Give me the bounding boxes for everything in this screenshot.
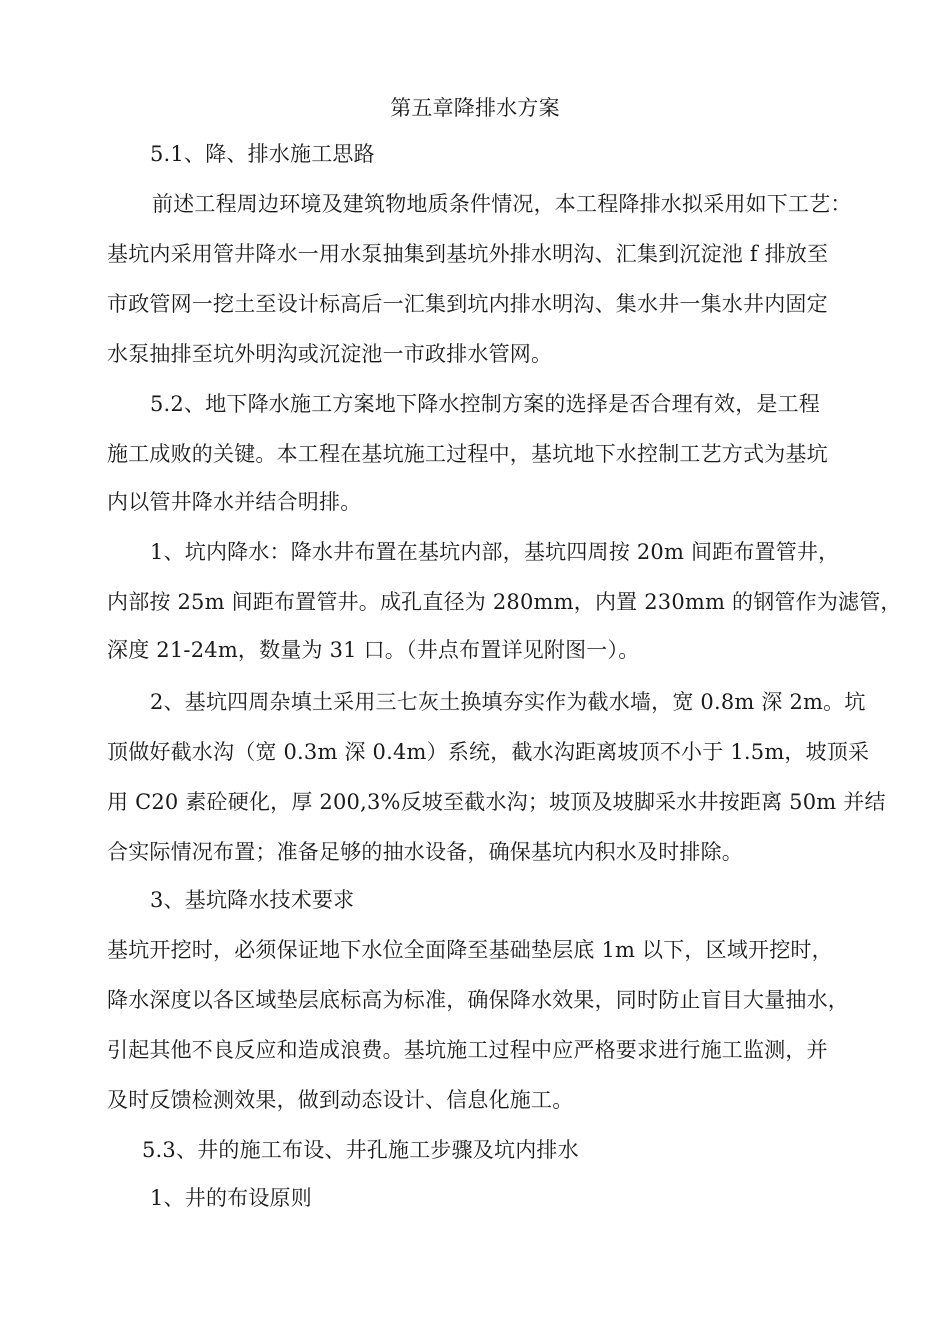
list-item-3: 3、基坑降水技术要求 xyxy=(150,888,355,912)
page-title: 第五章降排水方案 xyxy=(390,96,560,120)
section-heading-5-2: 5.2、地下降水施工方案地下降水控制方案的选择是否合理有效，是工程 xyxy=(150,392,820,416)
paragraph-line: 水泵抽排至坑外明沟或沉淀池一市政排水管网。 xyxy=(107,342,553,366)
paragraph-line: 引起其他不良反应和造成浪费。基坑施工过程中应严格要求进行施工监测，并 xyxy=(107,1038,828,1062)
list-item-2: 2、基坑四周杂填土采用三七灰土换填夯实作为截水墙，宽 0.8m 深 2m。坑 xyxy=(150,690,866,714)
list-item-1: 1、井的布设原则 xyxy=(150,1186,312,1210)
section-heading-5-1: 5.1、降、排水施工思路 xyxy=(150,142,375,166)
section-heading-5-3: 5.3、井的施工布设、井孔施工步骤及坑内排水 xyxy=(142,1138,579,1162)
paragraph-line: 基坑内采用管井降水一用水泵抽集到基坑外排水明沟、汇集到沉淀池 f 排放至 xyxy=(107,242,829,266)
list-item-1: 1、坑内降水：降水井布置在基坑内部，基坑四周按 20m 间距布置管井， xyxy=(150,540,840,564)
paragraph-line: 顶做好截水沟（宽 0.3m 深 0.4m）系统，截水沟距离坡顶不小于 1.5m，坡顶采 xyxy=(107,740,870,764)
paragraph-line: 市政管网一挖土至设计标高后一汇集到坑内排水明沟、集水井一集水井内固定 xyxy=(107,292,828,316)
paragraph-line: 及时反馈检测效果，做到动态设计、信息化施工。 xyxy=(107,1088,574,1112)
paragraph-line: 内部按 25m 间距布置管井。成孔直径为 280mm，内置 230mm 的钢管作为滤管， xyxy=(107,590,902,614)
paragraph-line: 内以管井降水并结合明排。 xyxy=(107,490,362,514)
paragraph-line: 基坑开挖时，必须保证地下水位全面降至基础垫层底 1m 以下，区域开挖时， xyxy=(107,938,833,962)
paragraph-line: 合实际情况布置；准备足够的抽水设备，确保基坑内积水及时排除。 xyxy=(107,840,743,864)
paragraph-line: 深度 21-24m，数量为 31 口。（井点布置详见附图一）。 xyxy=(107,638,640,662)
paragraph-line: 用 C20 素砼硬化，厚 200,3%反坡至截水沟；坡顶及坡脚采水井按距离 50m 并结 xyxy=(107,790,886,814)
paragraph-line: 前述工程周边环境及建筑物地质条件情况，本工程降排水拟采用如下工艺： xyxy=(152,192,852,216)
paragraph-line: 施工成败的关键。本工程在基坑施工过程中，基坑地下水控制工艺方式为基坑 xyxy=(107,442,828,466)
paragraph-line: 降水深度以各区域垫层底标高为标准，确保降水效果，同时防止盲目大量抽水， xyxy=(107,988,849,1012)
